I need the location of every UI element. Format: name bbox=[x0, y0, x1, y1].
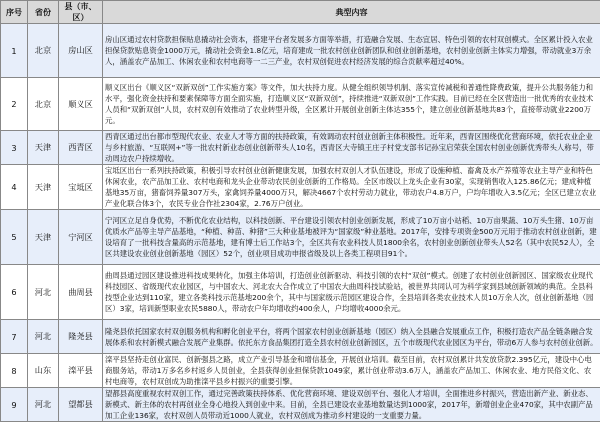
row-province: 北京 bbox=[28, 78, 59, 131]
table-row bbox=[1, 78, 600, 131]
table-row bbox=[1, 265, 600, 320]
row-province: 河北 bbox=[28, 320, 59, 354]
row-county: 房山区 bbox=[59, 24, 103, 78]
row-province: 河北 bbox=[28, 388, 59, 422]
table-row bbox=[1, 388, 600, 422]
table-row bbox=[1, 354, 600, 388]
row-content: 曲周县通过园区建设推进科技成果转化，加强主体培训，打造创业创新驱动、科技引领的农村“双创”模式。创建了农村创业创新园区、国家级农业现代科技园区、省级现代农业园区，与中国农大、河北农大合作成立了中国农大曲周科技试验站，被世界共同认可为科学家到县域创新领域的典范。全县科技型企业达到110家，建立各类科技示范基地200余个，其中与国家级示范园区建设合作，全县培训各类农业技术人员10万余人次，创业创新基地（园区）3家，培训新型职业农民5880人，带动农户年均增收约400余人，户均增收4000余元。 bbox=[103, 265, 600, 320]
row-content: 望都县高度重视农村双创工作，通过完善政策扶持体系、优化营商环境、建设双创平台、强化人才培训，全面推进乡村振兴，营造出新产业、新业态、新模式、新主体的农村再创业全身心地投入到创业中来。目前，全县已建设农业基地数量达到1000家，2017年，新增创业企业470家，其中农副产品加工企业136家，农村双创人员带动近1000人就业，农村双创成为推动乡村建设的一支重要力量。 bbox=[103, 388, 600, 422]
header-province: 省份 bbox=[28, 1, 59, 24]
row-province: 天津 bbox=[28, 165, 59, 210]
row-county: 望都县 bbox=[59, 388, 103, 422]
row-index: 6 bbox=[1, 265, 28, 320]
row-content: 西青区通过出台都市型现代农业、农业人才等方面的扶持政策，有效调动农村创业创新主体积极性。近年来，西青区围绕优化营商环境，依托农业企业与乡村旅游、“互联网+”等一批农村新业态创业创新带头人10名，西青区大寺镇王庄子村党支部书记孙宝启荣获全国农村创业创新优秀带头人称号，带动周边农户持续增收。 bbox=[103, 131, 600, 165]
row-index: 5 bbox=[1, 210, 28, 265]
row-county: 隆尧县 bbox=[59, 320, 103, 354]
table-row bbox=[1, 320, 600, 354]
table-row bbox=[1, 210, 600, 265]
table-row bbox=[1, 131, 600, 165]
header-content: 典型内容 bbox=[103, 1, 600, 24]
row-content: 宝坻区出台一系列扶持政策，积极引导农村创业创新健康发展，加强农村双创人才队伍建设，形成了设施种植、畜禽及水产养殖等农业主导产业和特色休闲农业，农产品加工业、农村电商和龙头企业带动农民创业创新的工作格局。全区市级以上龙头企业有30家，实现销售收入125.86亿元；建成种植基地35万亩，猪畜饲养量307万头，家禽饲养量4000万只，解决4667个农村劳动力就业，带动农户4.8万户，户均年增收入3.5亿元；全区已建立农业产业化联合体3个，农民专业合作社2304家，2.76万户创业。 bbox=[103, 165, 600, 210]
row-index: 8 bbox=[1, 354, 28, 388]
table-row bbox=[1, 165, 600, 210]
table-header-row bbox=[1, 1, 600, 24]
table-row bbox=[1, 24, 600, 78]
row-county: 宁河区 bbox=[59, 210, 103, 265]
row-index: 2 bbox=[1, 78, 28, 131]
row-index: 3 bbox=[1, 131, 28, 165]
row-index: 9 bbox=[1, 388, 28, 422]
row-index: 7 bbox=[1, 320, 28, 354]
row-province: 天津 bbox=[28, 210, 59, 265]
row-county: 曲周县 bbox=[59, 265, 103, 320]
row-province: 天津 bbox=[28, 131, 59, 165]
row-county: 西青区 bbox=[59, 131, 103, 165]
row-province: 河北 bbox=[28, 265, 59, 320]
row-county: 宝坻区 bbox=[59, 165, 103, 210]
row-content: 房山区通过农村贷款担保贴息撬动社会资本，搭建平台者发展多方面等举措，打造融合发展、生态宜居、特色引领的农村双创模式。全区累计投入农业担保贷款贴息资金1000万元，撬动社会资金1.8亿元，培育建成一批农村创业创新团队和创业创新基地，农村创业创新主体实力增强，带动就业3万余人，涵盖农产品加工、休闲农业和农村电商等一二三产业，农村双创促进农村经济发展的综合贡献率超过40%。 bbox=[103, 24, 600, 78]
row-county: 滦平县 bbox=[59, 354, 103, 388]
row-index: 1 bbox=[1, 24, 28, 78]
row-content: 顺义区出台《顺义区“双新双创”工作实施方案》等文件，加大扶持力度。从健全组织领导机制、落实宣传减税和普通性降费政策，提升公共服务能力和水平，强化资金扶持和要素保障等方面全面实施，打造顺义区“双新双创”，持续推进“双新双创”工作实践。目前已经在全区营造出一批优秀的农业技术人员和“双新双创”人员，农村双创有效推动了农业转型升级，全区累计开展创业创新主体达355个，建立创业创新基地共83个，直接带动就业2200万元。 bbox=[103, 78, 600, 131]
header-index: 序号 bbox=[1, 1, 28, 24]
row-content: 宁河区立足自身优势，不断优化农业结构，以科技创新、平台建设引领农村创业创新发展，形成了10万亩小站稻、10万亩果蔬、10万头生猪、10万亩优质水产品等主导产品基地，“种植、种苗、种猪”三大种业基地被评为“国家级”种业基地。2017年，安排专项资金500万元用于推动农村创业创新，建设培育了一批科技含量高的示范基地，建有博士后工作站3个，全区共有农业科技人员1800余名，农村创业创新创业带头人52名（其中农民52人），全区共建设农业创业创新基地（园区）52个，创业项目成功申报省级及以上各类工程项目91个。 bbox=[103, 210, 600, 265]
row-province: 山东 bbox=[28, 354, 59, 388]
header-county: 县（市、区） bbox=[59, 1, 103, 24]
row-county: 顺义区 bbox=[59, 78, 103, 131]
row-content: 滦平县坚持走创业富民、创新强县之路，成立产业引导基金和增信基金，开展创业培训。截至目前，农村双创累计共发放贷款2.395亿元，建设中心电商服务站，带动1万多名乡村返乡人员创业，全县获得创业担保贷款1049家，累计创业带动3.6万人，涵盖农产品加工、休闲农业、地方民俗文化、农村电商等，农村双创成为助推滦平县乡村振兴的重要引擎。 bbox=[103, 354, 600, 388]
row-content: 隆尧县依托国家农村双创服务机构和孵化创业平台，将两个国家农村创业创新基地（园区）纳入全县融合发展重点工作，积极打造农产品全链条融合发展体系和农村新模式融合发展产业集群。依托东方食品集团打造全县农村创业创新园区，五个市级现代农业园区为平台，带动6万人参与农村创业创新。 bbox=[103, 320, 600, 354]
row-index: 4 bbox=[1, 165, 28, 210]
row-province: 北京 bbox=[28, 24, 59, 78]
